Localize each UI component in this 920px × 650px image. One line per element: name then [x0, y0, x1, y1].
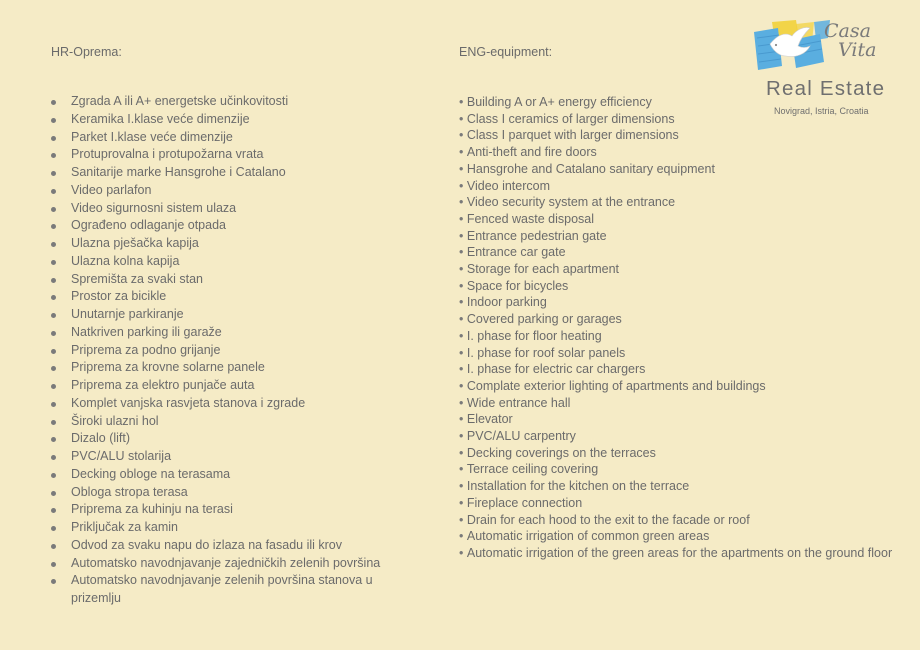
en-heading: ENG-equipment:	[459, 45, 553, 59]
en-equipment-item: • Hansgrohe and Catalano sanitary equipment	[459, 161, 892, 178]
en-equipment-item: • Anti-theft and fire doors	[459, 144, 892, 161]
hr-equipment-item: Široki ulazni hol	[51, 413, 381, 431]
hr-equipment-item: Prostor za bicikle	[51, 288, 381, 306]
en-equipment-item: • Terrace ceiling covering	[459, 461, 892, 478]
hr-equipment-item: Priprema za podno grijanje	[51, 342, 381, 360]
hr-equipment-item: Ulazna pješačka kapija	[51, 235, 381, 253]
hr-equipment-item: Video sigurnosni sistem ulaza	[51, 200, 381, 218]
en-equipment-item: • Indoor parking	[459, 294, 892, 311]
hr-equipment-item: Parket I.klase veće dimenzije	[51, 129, 381, 147]
hr-equipment-item: Automatsko navodnjavanje zajedničkih zelenih površina	[51, 555, 381, 573]
hr-equipment-item: Ograđeno odlaganje otpada	[51, 217, 381, 235]
hr-equipment-item: Priključak za kamin	[51, 519, 381, 537]
hr-equipment-item: Decking obloge na terasama	[51, 466, 381, 484]
en-equipment-item: • PVC/ALU carpentry	[459, 428, 892, 445]
hr-equipment-item: PVC/ALU stolarija	[51, 448, 381, 466]
en-equipment-item: • Storage for each apartment	[459, 261, 892, 278]
en-equipment-item: • Fenced waste disposal	[459, 211, 892, 228]
hr-equipment-item: Sanitarije marke Hansgrohe i Catalano	[51, 164, 381, 182]
en-equipment-item: • Wide entrance hall	[459, 395, 892, 412]
en-equipment-item: • Covered parking or garages	[459, 311, 892, 328]
en-equipment-item: • Class I ceramics of larger dimensions	[459, 111, 892, 128]
en-equipment-item: • Installation for the kitchen on the terrace	[459, 478, 892, 495]
hr-equipment-item: Zgrada A ili A+ energetske učinkovitosti	[51, 93, 381, 111]
hr-equipment-item: Priprema za elektro punjače auta	[51, 377, 381, 395]
hr-equipment-list	[51, 93, 381, 608]
en-equipment-item: • I. phase for roof solar panels	[459, 345, 892, 362]
en-equipment-item: • I. phase for floor heating	[459, 328, 892, 345]
hr-equipment-item: Spremišta za svaki stan	[51, 271, 381, 289]
hr-equipment-item: Obloga stropa terasa	[51, 484, 381, 502]
casa-vita-logo	[752, 18, 912, 120]
en-equipment-item: • I. phase for electric car chargers	[459, 361, 892, 378]
logo-script-line-2: Vita	[838, 39, 877, 61]
en-equipment-item: • Decking coverings on the terraces	[459, 445, 892, 462]
hr-equipment-item: Natkriven parking ili garaže	[51, 324, 381, 342]
hr-equipment-item: Odvod za svaku napu do izlaza na fasadu ili krov	[51, 537, 381, 555]
en-equipment-item: • Automatic irrigation of common green areas	[459, 528, 892, 545]
en-equipment-item: • Automatic irrigation of the green areas for the apartments on the ground floor	[459, 545, 892, 562]
en-equipment-item: • Video security system at the entrance	[459, 194, 892, 211]
en-equipment-item: • Complate exterior lighting of apartments and buildings	[459, 378, 892, 395]
en-equipment-item: • Space for bicycles	[459, 278, 892, 295]
en-equipment-item: • Class I parquet with larger dimensions	[459, 127, 892, 144]
hr-equipment-item: Komplet vanjska rasvjeta stanova i zgrade	[51, 395, 381, 413]
dove-logo-icon	[752, 18, 832, 72]
logo-subtitle: Novigrad, Istria, Croatia	[774, 106, 869, 116]
hr-equipment-item: Priprema za krovne solarne panele	[51, 359, 381, 377]
logo-script-line-1: Casa	[824, 20, 871, 42]
hr-equipment-item: Automatsko navodnjavanje zelenih površina stanova u prizemlju	[51, 572, 381, 608]
hr-equipment-item: Video parlafon	[51, 182, 381, 200]
hr-equipment-item: Dizalo (lift)	[51, 430, 381, 448]
en-equipment-item: • Video intercom	[459, 178, 892, 195]
en-equipment-list	[459, 94, 892, 562]
en-equipment-item: • Building A or A+ energy efficiency	[459, 94, 892, 111]
en-equipment-item: • Entrance car gate	[459, 244, 892, 261]
en-equipment-item: • Entrance pedestrian gate	[459, 228, 892, 245]
en-equipment-item: • Elevator	[459, 411, 892, 428]
en-equipment-item: • Fireplace connection	[459, 495, 892, 512]
hr-equipment-item: Priprema za kuhinju na terasi	[51, 501, 381, 519]
en-equipment-item: • Drain for each hood to the exit to the facade or roof	[459, 512, 892, 529]
casa-vita-script	[824, 22, 904, 60]
hr-equipment-item: Protuprovalna i protupožarna vrata	[51, 146, 381, 164]
hr-equipment-item: Keramika I.klase veće dimenzije	[51, 111, 381, 129]
hr-equipment-item: Unutarnje parkiranje	[51, 306, 381, 324]
hr-equipment-item: Ulazna kolna kapija	[51, 253, 381, 271]
logo-title: Real Estate	[766, 77, 886, 100]
hr-heading: HR-Oprema:	[51, 45, 122, 59]
